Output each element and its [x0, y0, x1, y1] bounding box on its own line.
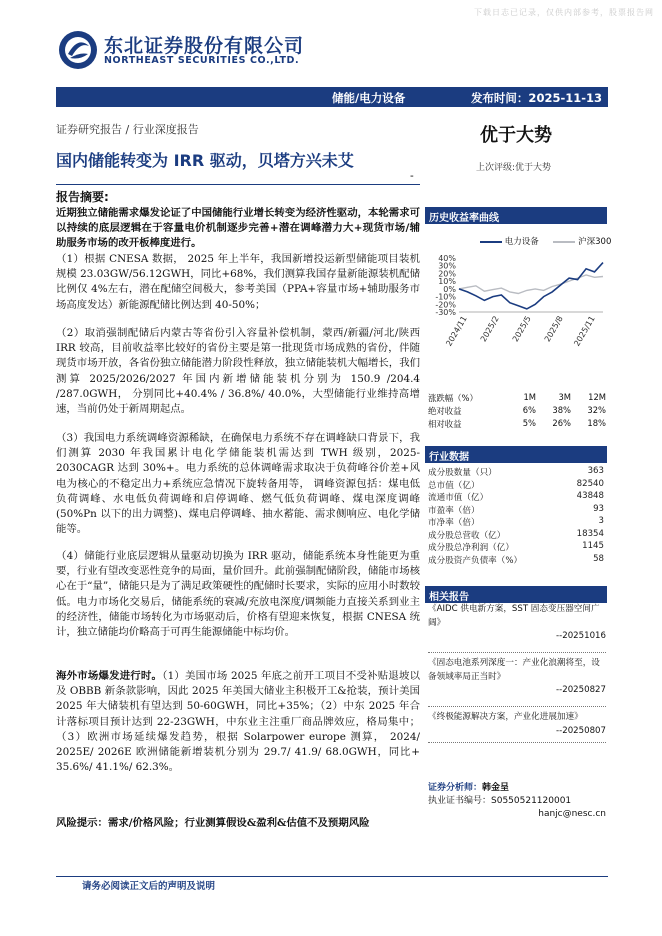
performance-table: [428, 392, 606, 431]
company-name-en: NORTHEAST SECURITIES CO.,LTD.: [104, 55, 300, 66]
perf-row-absolute: [428, 405, 606, 418]
related-divider: [428, 742, 606, 743]
industry-key: 市盈率（倍）: [428, 505, 480, 516]
summary-point-5: [56, 669, 420, 775]
series-line-2: [459, 275, 603, 294]
industry-row: [428, 479, 604, 491]
legend-swatch-2: [553, 241, 575, 243]
analyst-cert: 执业证书编号：S0550521120001: [428, 796, 572, 806]
industry-section-title: 行业数据: [429, 452, 469, 463]
industry-value: 43848: [576, 491, 604, 501]
industry-row: [428, 504, 604, 516]
chart-section-header: [425, 207, 607, 224]
y-tick-label: 20%: [438, 269, 456, 279]
perf-cell: 5%: [522, 418, 536, 428]
industry-section-header: [425, 446, 607, 463]
analyst-name: 韩金呈: [482, 783, 510, 793]
footer-divider: [56, 876, 608, 877]
industry-key: 成分股总净利润（亿）: [428, 543, 514, 553]
industry-value: 82540: [576, 478, 604, 489]
related-report-date: --20250827: [556, 685, 606, 695]
related-report-3[interactable]: [428, 711, 606, 738]
perf-cell: 26%: [552, 418, 571, 428]
perf-row-label: 绝对收益: [428, 406, 462, 416]
header-banner: [56, 87, 608, 107]
chart-legend: [480, 235, 611, 247]
related-report-date: --20251016: [556, 631, 606, 641]
industry-row: [428, 554, 604, 566]
title-dash: -: [410, 169, 414, 182]
perf-cell: 6%: [522, 405, 536, 415]
summary-divider: [56, 184, 420, 185]
industry-key: 成分股数量（只）: [428, 468, 497, 478]
analyst-label: 证券分析师：: [428, 783, 483, 793]
legend-label-1: 电力设备: [504, 237, 539, 247]
perf-header-1m: 1M: [523, 392, 536, 402]
chart-section-title: 历史收益率曲线: [429, 213, 499, 224]
breadcrumb: 证券研究报告 / 行业深度报告: [56, 123, 199, 136]
industry-data-table: [428, 466, 604, 572]
industry-value: 18354: [576, 528, 604, 539]
industry-key: 流通市值（亿）: [428, 493, 489, 503]
previous-rating: 上次评级:优于大势: [476, 163, 552, 173]
y-tick-label: 10%: [438, 277, 456, 287]
industry-value: 363: [587, 466, 604, 476]
related-section-header: [425, 586, 607, 603]
perf-row-label: 相对收益: [428, 419, 462, 429]
watermark: 下载日志已记录，仅供内部参考，股票报告网: [474, 8, 654, 17]
related-report-1[interactable]: [428, 603, 606, 644]
summary-point-4-text: （4）储能行业底层逻辑从量驱动切换为 IRR 驱动，储能系统本身性能更为重要，行业有望改变恶性竞争的局面，量价回升。此前强制配储阶段，储能市场核心在于“量”，储能只是为了满足政策硬性的配储时长要求，实际的应用小时数较低。电力市场化交易后，储能系统的衰减/充放电深度/调频能力直接关系到业主的经济性，储能市场转化为市场驱动后，价格有望迎来恢复，根据 CNESA 统计，独立储能均价略高于可再生能源储能中标均价。: [56, 550, 420, 639]
x-tick-label: 2025/11: [572, 314, 597, 348]
industry-value: 58: [593, 553, 604, 564]
publish-date: 发布时间：2025-11-13: [470, 91, 602, 105]
related-section-title: 相关报告: [429, 592, 469, 603]
x-tick-label: 2025/5: [510, 314, 533, 344]
report-title: 国内储能转变为 IRR 驱动，贝塔方兴未艾: [56, 151, 354, 170]
risk-warning: 风险提示：需求/价格风险；行业测算假设&盈利&估值不及预期风险: [56, 817, 370, 829]
industry-key: 市净率（倍）: [428, 518, 480, 528]
y-tick-label: 0%: [443, 284, 456, 294]
analyst-email[interactable]: hanjc@nesc.cn: [538, 809, 606, 819]
rating: 优于大势: [480, 125, 552, 146]
related-report-title[interactable]: 《终极能源解决方案，产业化进展加速》: [428, 712, 583, 722]
perf-cell: 18%: [587, 418, 606, 428]
industry-key: 总市值（亿）: [428, 480, 480, 491]
related-report-date: --20250807: [556, 725, 606, 736]
x-tick-label: 2025/8: [542, 314, 565, 344]
perf-cell: 38%: [552, 405, 571, 415]
legend-swatch-1: [480, 241, 502, 243]
related-report-title[interactable]: 《AIDC 供电新方案，SST 固态变压器空间广阔》: [428, 604, 600, 628]
y-tick-label: 40%: [438, 254, 456, 263]
industry-key: 成分股资产负债率（%）: [428, 555, 523, 566]
perf-header-label: 涨跌幅（%）: [428, 393, 478, 403]
industry-key: 成分股总营收（亿）: [428, 530, 506, 541]
industry-value: 3: [598, 516, 604, 526]
company-logo: [58, 30, 98, 70]
related-divider: [428, 652, 606, 653]
y-tick-label: -20%: [435, 300, 456, 310]
summary-point-1: （1）根据 CNESA 数据， 2025 年上半年，我国新增投运新型储能项目装机规模 23.03GW/56.12GWH，同比+68%，我们测算我国存量新能源装机配储比例仅 4%左右，潜在配储空间极大，参考美国（PPA+容量市场+辅助服务市场高度发达）新能源配储比例达到 40-50%；: [56, 253, 420, 311]
industry-value: 93: [593, 503, 604, 514]
summary-header: 报告摘要:: [56, 190, 109, 204]
y-tick-label: -10%: [435, 292, 456, 302]
related-report-2[interactable]: [428, 657, 606, 698]
summary-intro: 近期独立储能需求爆发论证了中国储能行业增长转变为经济性驱动，本轮需求可以持续的底层逻辑在于容量电价机制逐步完善+潜在调峰潜力大+现货市场/辅助服务市场的改开板棒度进行。: [56, 207, 420, 250]
footer-disclaimer: 请务必阅读正文后的声明及说明: [82, 881, 216, 892]
analyst-line: [428, 782, 606, 795]
industry-row: [428, 541, 604, 553]
summary-point-3: （3）我国电力系统调峰资源稀缺，在确保电力系统不存在调峰缺口背景下，我们测算 2030 年我国累计电化学储能装机需达到 TWH 级别，2025-2030CAGR 达到 30%+。电力系统的总体调峰需求取决于负荷峰谷价差+风电为核心的不稳定出力+系统应急情况下旋转备用等， 调峰资源包括：煤电低负荷调峰、水电低负荷调峰和启停调峰、燃气低负荷调峰、煤电深度调峰(50%Pn 以下的出力调整)、煤电启停调峰、抽水蓄能、需求侧响应、电化学储能等。: [56, 432, 420, 536]
summary-point-2: （2）取消强制配储后内蒙古等省份引入容量补偿机制，蒙西/新疆/河北/陕西 IRR 较高，目前收益率比较好的省份主要是第一批现货市场成熟的省份，伴随现货市场开放，各省份独立储能潜力阶段性释放，独立储能装机大幅增长，我们测算 2025/2026/2027 年国内新增储能装机分别为 150.9 /204.4 /287.0GWH， 分别同比+40.4% / 36.8%/ 40.0%，大型储能行业维持高增速，当前仍处于新周期起点。: [56, 327, 420, 416]
perf-cell: 32%: [587, 405, 606, 415]
x-tick-label: 2024/11: [444, 314, 469, 348]
industry-row: [428, 516, 604, 528]
industry-row: [428, 466, 604, 478]
industry-value: 1145: [582, 541, 604, 551]
legend-label-2: 沪深300: [578, 237, 612, 247]
summary-point-4: [56, 549, 420, 640]
performance-header-row: [428, 392, 606, 405]
y-tick-label: 30%: [438, 261, 456, 271]
x-tick-label: 2025/2: [478, 314, 501, 344]
related-divider: [428, 706, 606, 707]
related-report-title[interactable]: 《固态电池系列深度一：产业化浪潮将至，设备领域率局正当时》: [428, 658, 600, 682]
perf-header-3m: 3M: [558, 392, 571, 402]
industry-row: [428, 491, 604, 503]
overseas-lead: 海外市场爆发进行时。: [56, 670, 163, 682]
industry-row: [428, 529, 604, 541]
company-name-cn: 东北证券股份有限公司: [104, 35, 305, 57]
y-tick-label: -30%: [435, 308, 456, 317]
return-chart: [425, 250, 607, 380]
perf-row-relative: [428, 418, 606, 431]
perf-header-12m: 12M: [588, 392, 606, 402]
series-line-1: [459, 263, 603, 309]
analyst-info: [428, 782, 606, 821]
industry-label: 储能/电力设备: [332, 91, 406, 105]
overseas-text: （1）美国市场 2025 年底之前开工项目不受补贴退坡以及 OBBB 新条款影响，因此 2025 年美国大储业主积极开工&抢装，预计美国 2025 年大储装机有望达到 50-60GWH，同比+35%；（2）中东 2025 年合计落标项目预计达到 22-23GWH，中东业主注重厂商品牌效应，格局集中；（3）欧洲市场延续爆发趋势，根据 Solarpower europe 测算， 2024/ 2025E/ 2026E 欧洲储能新增装机分别为 29.7/ 41.9/ 68.0GWH，同比+ 35.6%/ 41.1%/ 62.3%。: [56, 670, 420, 774]
